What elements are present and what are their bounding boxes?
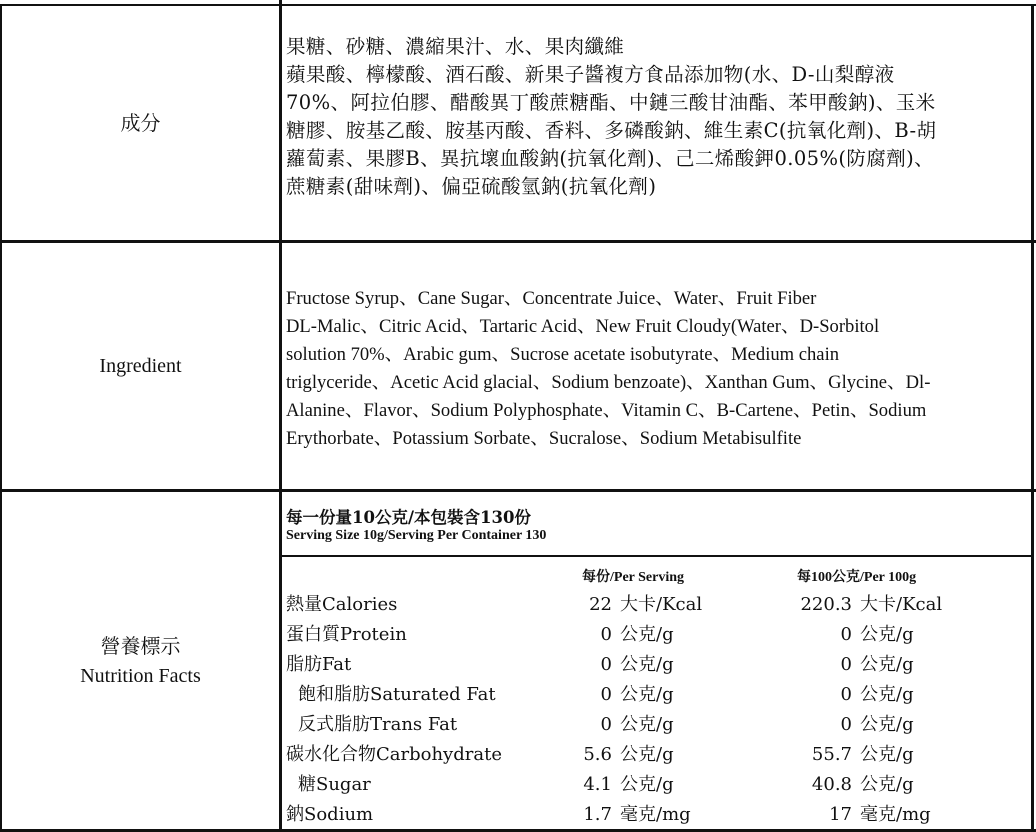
ingredients-cn-label: 成分 (120, 111, 161, 135)
nutrient-name: 反式脂肪Trans Fat (298, 714, 458, 735)
per-100g-cell (780, 620, 950, 650)
per-serving-cell (560, 590, 710, 620)
nutrition-row (0, 740, 1036, 770)
per-serving-unit: 公克/g (620, 654, 674, 675)
per-100g-unit: 公克/g (860, 744, 914, 765)
per-100g-value: 0 (840, 684, 852, 705)
per-serving-unit: 大卡/Kcal (620, 594, 703, 615)
per-100g-cell (780, 740, 950, 770)
nutrient-name: 熱量Calories (286, 594, 398, 615)
per-100g-cell (780, 710, 950, 740)
per-100g-value: 220.3 (800, 594, 852, 615)
col-header-per-100g: 每100公克/Per 100g (797, 570, 917, 585)
ingredients-en-text: Fructose Syrup、Cane Sugar、Concentrate Juice、Water、Fruit Fiber DL-Malic、Citric Acid、Tartaric Acid、New Fruit Cloudy(Water、D-Sorbitol solution 70%、Arabic gum、Sucrose acetate isobutyrate、Medium chain triglyceride、Acetic Acid glacial、Sodium benzoate)、Xanthan Gum、Glycine、Dl- Alanine、Flavor、Sodium Polyphosphate、Vitamin C、B-Cartene、Petin、Sodium Erythorbate、Potassium Sorbate、Sucralose、Sodium Metabisulfite (286, 288, 931, 449)
per-100g-value: 40.8 (811, 774, 852, 795)
per-100g-unit: 公克/g (860, 714, 914, 735)
nutrition-row (0, 710, 1036, 740)
per-serving-unit: 毫克/mg (620, 804, 691, 825)
nutrient-name: 鈉Sodium (286, 804, 374, 825)
per-serving-cell (560, 740, 710, 770)
nutrient-name: 糖Sugar (298, 774, 371, 795)
nutrition-row (0, 800, 1036, 830)
nutrient-name: 飽和脂肪Saturated Fat (298, 684, 496, 705)
nutrition-row (0, 650, 1036, 680)
nutrition-row (0, 680, 1036, 710)
per-100g-cell (780, 800, 950, 830)
nutrition-row (0, 770, 1036, 800)
per-100g-value: 0 (840, 654, 852, 675)
per-serving-unit: 公克/g (620, 684, 674, 705)
per-serving-value: 1.7 (583, 804, 612, 825)
per-100g-value: 17 (829, 804, 852, 825)
per-serving-value: 0 (600, 624, 612, 645)
per-serving-cell (560, 620, 710, 650)
per-100g-cell (780, 590, 950, 620)
per-100g-value: 0 (840, 714, 852, 735)
nutrient-name: 蛋白質Protein (286, 624, 407, 645)
per-serving-unit: 公克/g (620, 714, 674, 735)
per-100g-cell (780, 770, 950, 800)
nutrition-row (0, 590, 1036, 620)
serving-size-en: Serving Size 10g/Serving Per Container 130 (286, 528, 547, 543)
nutrient-name: 脂肪Fat (286, 654, 352, 675)
per-serving-unit: 公克/g (620, 774, 674, 795)
per-serving-value: 4.1 (583, 774, 612, 795)
per-100g-unit: 公克/g (860, 774, 914, 795)
per-serving-value: 5.6 (583, 744, 612, 765)
per-serving-unit: 公克/g (620, 744, 674, 765)
nutrition-label-cn: 營養標示 (100, 633, 181, 658)
ingredients-en-label: Ingredient (99, 355, 182, 377)
per-serving-unit: 公克/g (620, 624, 674, 645)
nutrition-row (0, 620, 1036, 650)
per-100g-unit: 公克/g (860, 684, 914, 705)
per-100g-unit: 公克/g (860, 654, 914, 675)
serving-divider (281, 555, 1034, 557)
per-serving-value: 0 (600, 714, 612, 735)
nutrition-label-en: Nutrition Facts (80, 664, 201, 687)
per-100g-cell (780, 680, 950, 710)
per-serving-cell (560, 710, 710, 740)
per-serving-cell (560, 800, 710, 830)
col-header-per-serving: 每份/Per Serving (582, 570, 685, 585)
per-100g-value: 0 (840, 624, 852, 645)
per-serving-value: 0 (600, 684, 612, 705)
per-serving-value: 0 (600, 654, 612, 675)
serving-size-cn: 每一份量10公克/本包裝含130份 (286, 508, 531, 527)
per-serving-cell (560, 770, 710, 800)
per-serving-value: 22 (589, 594, 612, 615)
per-100g-cell (780, 650, 950, 680)
per-100g-value: 55.7 (811, 744, 852, 765)
per-100g-unit: 公克/g (860, 624, 914, 645)
per-serving-cell (560, 680, 710, 710)
per-serving-cell (560, 650, 710, 680)
per-100g-unit: 大卡/Kcal (860, 594, 943, 615)
nutrient-name: 碳水化合物Carbohydrate (286, 744, 502, 765)
ingredients-cn-text: 果糖、砂糖、濃縮果汁、水、果肉纖維 蘋果酸、檸檬酸、酒石酸、新果子醬複方食品添加物(水、D-山梨醇液 70%、阿拉伯膠、醋酸異丁酸蔗糖酯、中鏈三酸甘油酯、苯甲酸鈉)、玉米 糖膠、胺基乙酸、胺基丙酸、香料、多磷酸鈉、維生素C(抗氧化劑)、B-胡 蘿蔔素、果膠B、異抗壞血酸鈉(抗氧化劑)、己二烯酸鉀0.05%(防腐劑)、 蔗糖素(甜味劑)、偏亞硫酸氫鈉(抗氧化劑) (286, 35, 937, 198)
per-100g-unit: 毫克/mg (860, 804, 931, 825)
